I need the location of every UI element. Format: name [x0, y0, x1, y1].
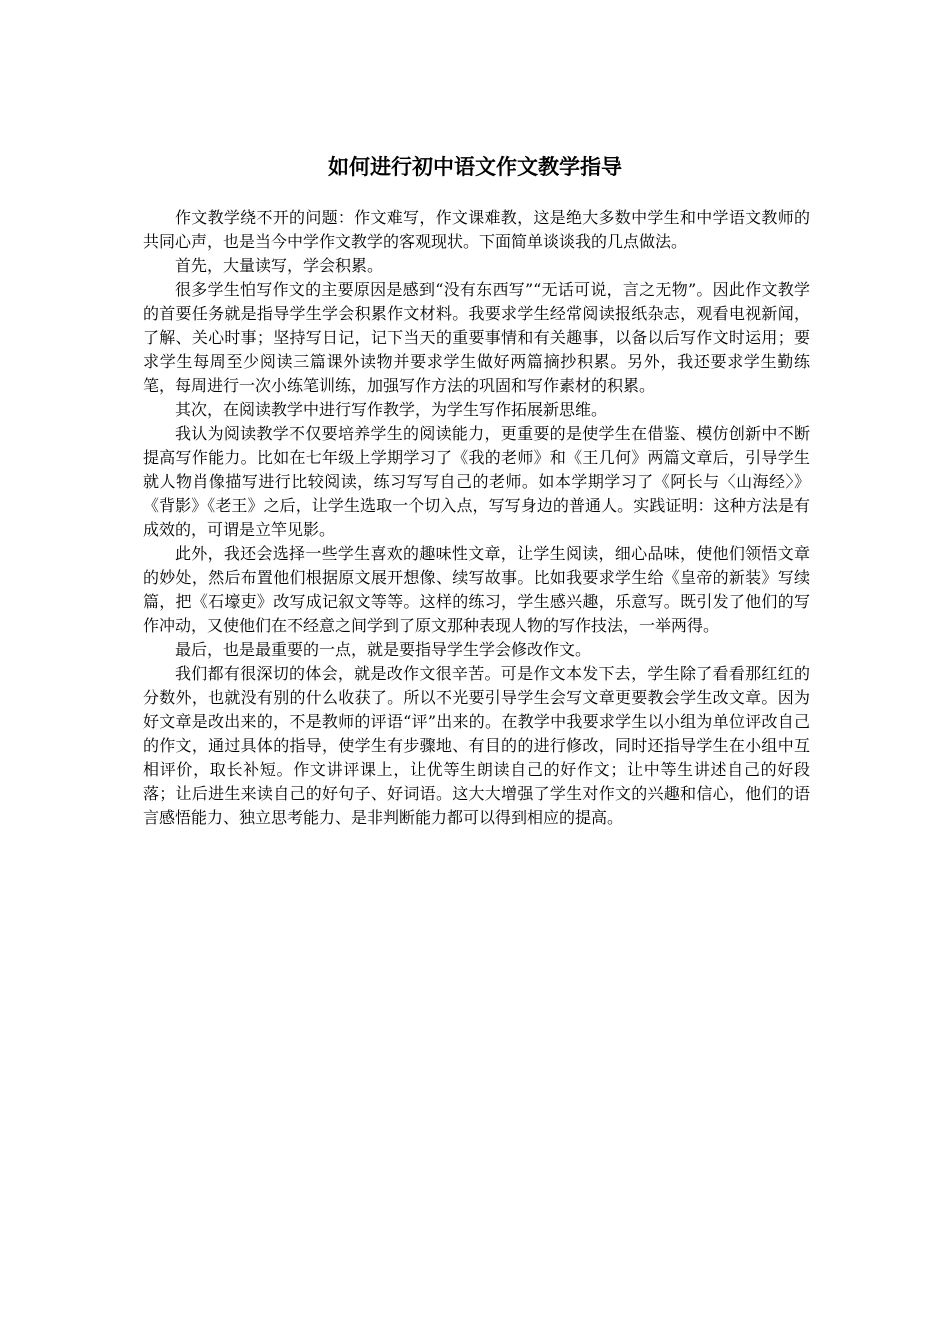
paragraph-heading-last: 最后，也是最重要的一点，就是要指导学生学会修改作文。: [175, 640, 592, 659]
document-title: 如何进行初中语文作文教学指导: [328, 155, 622, 179]
paragraph-heading-second: 其次，在阅读教学中进行写作教学，为学生写作拓展新思维。: [175, 400, 608, 419]
paragraph-heading-first: 首先，大量读写，学会积累。: [175, 256, 384, 275]
document-body: [143, 206, 810, 830]
paragraph-accumulation: 很多学生怕写作文的主要原因是感到“没有东西写”“无话可说，言之无物”。因此作文教学的首要任务就是指导学生学会积累作文材料。我要求学生经常阅读报纸杂志，观看电视新闻，了解、关心时事；坚持写日记，记下当天的重要事情和有关趣事，以备以后写作文时运用；要求学生每周至少阅读三篇课外读物并要求学生做好两篇摘抄积累。另外，我还要求学生勤练笔，每周进行一次小练笔训练，加强写作方法的巩固和写作素材的积累。: [143, 280, 810, 395]
paragraph-revision: 我们都有很深切的体会，就是改作文很辛苦。可是作文本发下去，学生除了看看那红红的分数外，也就没有别的什么收获了。所以不光要引导学生会写文章更要教会学生改文章。因为好文章是改出来的，不是教师的评语“评”出来的。在教学中我要求学生以小组为单位评改自己的作文，通过具体的指导，使学生有步骤地、有目的的进行修改，同时还指导学生在小组中互相评价，取长补短。作文讲评课上，让优等生朗读自己的好作文；让中等生讲述自己的好段落；让后进生来读自己的好句子、好词语。这大大增强了学生对作文的兴趣和信心，他们的语言感悟能力、独立思考能力、是非判断能力都可以得到相应的提高。: [143, 664, 810, 827]
paragraph-reading-teaching: 我认为阅读教学不仅要培养学生的阅读能力，更重要的是使学生在借鉴、模仿创新中不断提高写作能力。比如在七年级上学期学习了《我的老师》和《王几何》两篇文章后，引导学生就人物肖像描写进行比较阅读，练习写写自己的老师。如本学期学习了《阿长与〈山海经〉》《背影》《老王》之后，让学生选取一个切入点，写写身边的普通人。实践证明：这种方法是有成效的，可谓是立竿见影。: [143, 424, 810, 539]
paragraph-interest-articles: 此外，我还会选择一些学生喜欢的趣味性文章，让学生阅读，细心品味，使他们领悟文章的妙处，然后布置他们根据原文展开想像、续写故事。比如我要求学生给《皇帝的新装》写续篇，把《石壕吏》改写成记叙文等等。这样的练习，学生感兴趣，乐意写。既引发了他们的写作冲动，又使他们在不经意之间学到了原文那种表现人物的写作技法，一举两得。: [143, 544, 810, 635]
paragraph-intro: 作文教学绕不开的问题：作文难写，作文课难教，这是绝大多数中学生和中学语文教师的共同心声，也是当今中学作文教学的客观现状。下面简单谈谈我的几点做法。: [143, 208, 810, 251]
